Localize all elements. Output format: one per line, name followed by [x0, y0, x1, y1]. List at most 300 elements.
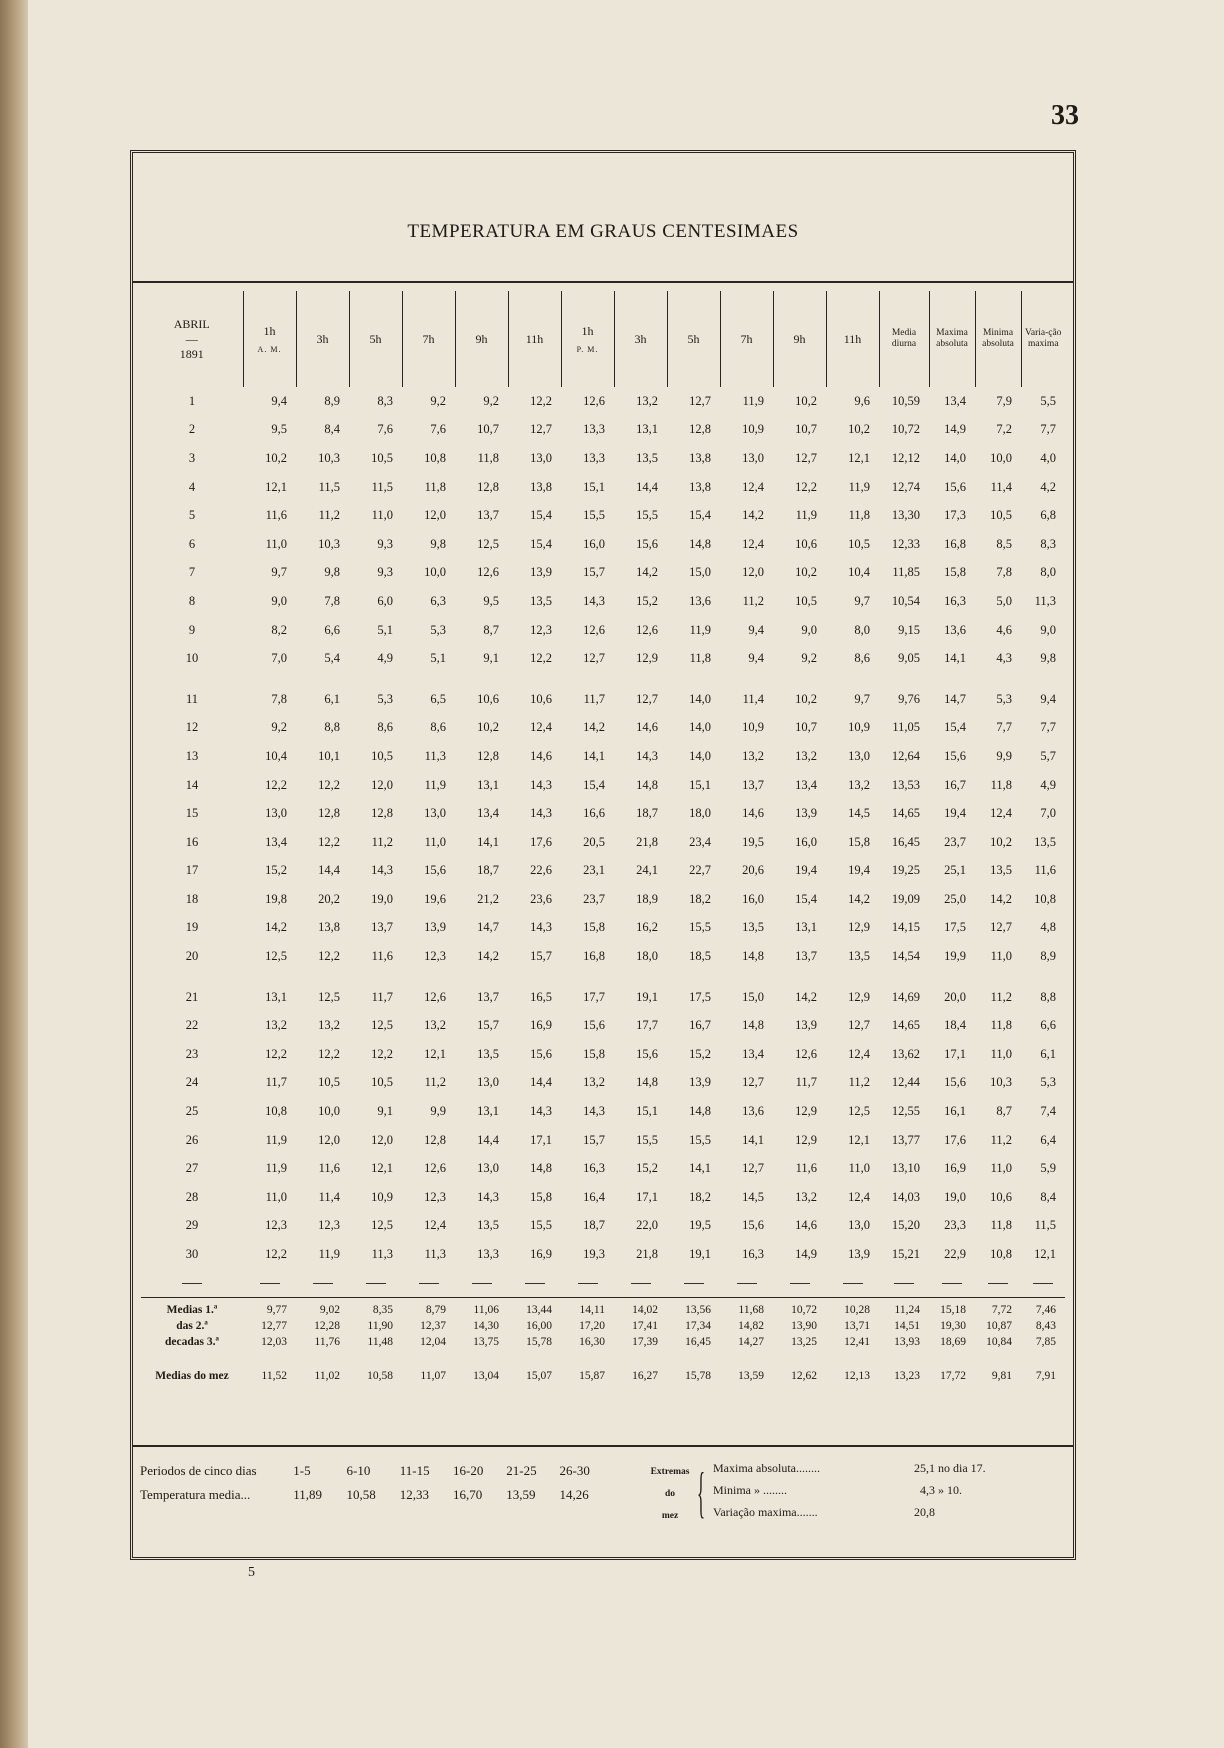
- value-cell: 14,8: [689, 536, 711, 551]
- value-cell: 9,1: [377, 1104, 393, 1119]
- value-cell: 4,3: [996, 651, 1012, 666]
- value-cell: 13,1: [636, 422, 658, 437]
- value-cell: 19,5: [742, 834, 764, 849]
- value-cell: 15,7: [583, 1132, 605, 1147]
- value-cell: 12,4: [742, 536, 764, 551]
- decade-value: 18,69: [940, 1336, 966, 1349]
- value-cell: 7,7: [996, 720, 1012, 735]
- extremes-brace: {: [697, 1462, 706, 1524]
- value-cell: 8,7: [483, 622, 499, 637]
- decade-value: 14,30: [473, 1320, 499, 1333]
- value-cell: 19,4: [795, 863, 817, 878]
- table-row: [141, 771, 1065, 800]
- value-cell: 12,4: [530, 720, 552, 735]
- value-cell: 14,8: [636, 1075, 658, 1090]
- value-cell: 12,5: [318, 989, 340, 1004]
- value-cell: 5,1: [377, 622, 393, 637]
- value-cell: 12,4: [848, 1189, 870, 1204]
- spacer-row: [141, 673, 1065, 685]
- value-cell: 9,2: [271, 720, 287, 735]
- decade-value: 7,85: [1035, 1336, 1056, 1349]
- value-cell: 9,0: [801, 622, 817, 637]
- value-cell: 13,9: [795, 1018, 817, 1033]
- value-cell: 10,9: [371, 1189, 393, 1204]
- value-cell: 20,6: [742, 863, 764, 878]
- value-cell: 13,2: [636, 393, 658, 408]
- value-cell: 12,7: [689, 393, 711, 408]
- decade-value: 12,28: [314, 1320, 340, 1333]
- day-cell: 2: [188, 422, 196, 437]
- value-cell: 13,0: [742, 450, 764, 465]
- value-cell: 11,9: [265, 1132, 287, 1147]
- value-cell: 12,2: [318, 834, 340, 849]
- decade-value: 11,90: [367, 1320, 393, 1333]
- value-cell: 9,2: [483, 393, 499, 408]
- decade-number: 3.ª: [206, 1335, 219, 1348]
- period-temp: 16,70: [453, 1487, 483, 1502]
- extreme-max: [713, 1461, 1013, 1483]
- value-cell: 11,0: [848, 1161, 870, 1176]
- value-cell: 19,1: [636, 989, 658, 1004]
- period-range: 6-10: [346, 1463, 371, 1478]
- dash-cell: [402, 1269, 455, 1298]
- value-cell: 7,8: [271, 691, 287, 706]
- decade-value: 12,77: [261, 1320, 287, 1333]
- value-cell: 13,10: [891, 1161, 920, 1176]
- value-cell: 13,3: [583, 450, 605, 465]
- value-cell: 21,2: [477, 891, 499, 906]
- header-3am: 3h: [296, 291, 349, 387]
- header-month: ABRIL: [173, 316, 210, 331]
- decade-value: 8,79: [425, 1304, 446, 1317]
- value-cell: 14,2: [795, 989, 817, 1004]
- header-5pm: 5h: [667, 291, 720, 387]
- value-cell: 5,3: [1040, 1075, 1056, 1090]
- value-cell: 14,65: [891, 806, 920, 821]
- value-cell: 14,2: [742, 508, 764, 523]
- temperature-mean-row: [140, 1487, 610, 1511]
- value-cell: 13,1: [477, 1104, 499, 1119]
- dash-mark: [942, 1283, 962, 1284]
- month-mean-value: 13,59: [738, 1370, 764, 1383]
- value-cell: 14,4: [477, 1132, 499, 1147]
- value-cell: 15,8: [848, 834, 870, 849]
- value-cell: 5,1: [430, 651, 446, 666]
- value-cell: 12,4: [990, 806, 1012, 821]
- value-cell: 10,2: [795, 393, 817, 408]
- value-cell: 11,4: [742, 691, 764, 706]
- value-cell: 7,4: [1040, 1104, 1056, 1119]
- value-cell: 13,8: [689, 479, 711, 494]
- value-cell: 19,4: [944, 806, 966, 821]
- value-cell: 13,7: [477, 508, 499, 523]
- value-cell: 11,4: [990, 479, 1012, 494]
- value-cell: 14,3: [530, 920, 552, 935]
- value-cell: 11,9: [265, 1161, 287, 1176]
- value-cell: 16,6: [583, 806, 605, 821]
- dash-mark: [843, 1283, 863, 1284]
- value-cell: 15,5: [583, 508, 605, 523]
- value-cell: 6,4: [1040, 1132, 1056, 1147]
- value-cell: 16,3: [583, 1161, 605, 1176]
- month-mean-value: 7,91: [1035, 1370, 1056, 1383]
- table-row: [141, 685, 1065, 714]
- month-mean-value: 17,72: [940, 1370, 966, 1383]
- month-mean-value: 15,07: [526, 1370, 552, 1383]
- value-cell: 12,64: [891, 748, 920, 763]
- decade-label-text: das: [176, 1319, 193, 1332]
- day-cell: 21: [185, 989, 199, 1004]
- value-cell: 15,21: [891, 1247, 920, 1262]
- decade-label-text: Medias: [166, 1303, 203, 1316]
- value-cell: 23,3: [944, 1218, 966, 1233]
- value-cell: 11,05: [892, 720, 920, 735]
- decade-value: 7,72: [991, 1304, 1012, 1317]
- value-cell: 10,6: [530, 691, 552, 706]
- value-cell: 6,1: [324, 691, 340, 706]
- value-cell: 11,0: [990, 1161, 1012, 1176]
- value-cell: 12,7: [583, 651, 605, 666]
- extreme-variation: [713, 1505, 1013, 1527]
- extreme-variation-value: 20,8: [914, 1505, 935, 1519]
- day-cell: 24: [185, 1075, 199, 1090]
- temperature-mean-label: Temperatura media...: [140, 1487, 251, 1502]
- value-cell: 19,5: [689, 1218, 711, 1233]
- value-cell: 15,5: [689, 1132, 711, 1147]
- value-cell: 12,9: [795, 1132, 817, 1147]
- value-cell: 11,5: [1034, 1218, 1056, 1233]
- value-cell: 15,5: [530, 1218, 552, 1233]
- value-cell: 15,6: [742, 1218, 764, 1233]
- value-cell: 12,0: [371, 1132, 393, 1147]
- decade-value: 8,35: [372, 1304, 393, 1317]
- decade-value: 10,87: [986, 1320, 1012, 1333]
- value-cell: 23,6: [530, 891, 552, 906]
- value-cell: 15,6: [944, 748, 966, 763]
- value-cell: 21,8: [636, 1247, 658, 1262]
- value-cell: 12,2: [265, 777, 287, 792]
- decade-value: 14,27: [738, 1336, 764, 1349]
- value-cell: 9,4: [748, 622, 764, 637]
- value-cell: 14,65: [891, 1018, 920, 1033]
- decade-value: 17,20: [579, 1320, 605, 1333]
- value-cell: 9,9: [430, 1104, 446, 1119]
- value-cell: 11,9: [848, 479, 870, 494]
- table-row: [141, 828, 1065, 857]
- value-cell: 8,3: [377, 393, 393, 408]
- value-cell: 12,2: [530, 651, 552, 666]
- value-cell: 9,8: [324, 565, 340, 580]
- value-cell: 4,9: [377, 651, 393, 666]
- value-cell: 5,3: [996, 691, 1012, 706]
- value-cell: 13,2: [583, 1075, 605, 1090]
- decade-value: 13,75: [473, 1336, 499, 1349]
- header-date: [141, 291, 243, 387]
- day-cell: 14: [185, 777, 199, 792]
- five-day-periods: [140, 1463, 610, 1511]
- extreme-min-label: Minima » ........: [713, 1483, 787, 1497]
- value-cell: 12,8: [477, 479, 499, 494]
- value-cell: 14,9: [795, 1247, 817, 1262]
- value-cell: 14,2: [636, 565, 658, 580]
- value-cell: 13,4: [477, 806, 499, 821]
- header-11am: 11h: [508, 291, 561, 387]
- book-spine: [0, 0, 30, 1748]
- value-cell: 13,0: [265, 806, 287, 821]
- decade-value: 11,76: [314, 1336, 340, 1349]
- value-cell: 8,6: [430, 720, 446, 735]
- value-cell: 15,6: [944, 479, 966, 494]
- period-range: 16-20: [453, 1463, 484, 1478]
- header-maxima-absoluta: Maxima absoluta: [929, 291, 975, 387]
- value-cell: 13,7: [742, 777, 764, 792]
- header-1am-label: 1h: [263, 324, 276, 338]
- value-cell: 11,8: [990, 1218, 1012, 1233]
- value-cell: 16,7: [944, 777, 966, 792]
- value-cell: 15,2: [265, 863, 287, 878]
- dash-mark: [472, 1283, 492, 1284]
- value-cell: 8,7: [996, 1104, 1012, 1119]
- value-cell: 15,4: [944, 720, 966, 735]
- value-cell: 12,5: [371, 1218, 393, 1233]
- month-mean-value: 13,04: [473, 1370, 499, 1383]
- value-cell: 12,3: [530, 622, 552, 637]
- value-cell: 11,2: [318, 508, 340, 523]
- decade-value: 17,39: [632, 1336, 658, 1349]
- header-3pm: 3h: [614, 291, 667, 387]
- value-cell: 15,1: [583, 479, 605, 494]
- value-cell: 13,4: [944, 393, 966, 408]
- value-cell: 15,4: [530, 536, 552, 551]
- value-cell: 10,3: [990, 1075, 1012, 1090]
- value-cell: 14,2: [990, 891, 1012, 906]
- value-cell: 10,8: [1034, 891, 1056, 906]
- table-row: [141, 799, 1065, 828]
- value-cell: 12,7: [742, 1161, 764, 1176]
- value-cell: 20,0: [944, 989, 966, 1004]
- dash-cell: [667, 1269, 720, 1298]
- value-cell: 9,4: [748, 651, 764, 666]
- day-cell: 3: [188, 450, 196, 465]
- value-cell: 13,5: [1034, 834, 1056, 849]
- value-cell: 13,6: [689, 593, 711, 608]
- value-cell: 11,2: [742, 593, 764, 608]
- value-cell: 21,8: [636, 834, 658, 849]
- value-cell: 16,9: [530, 1247, 552, 1262]
- value-cell: 11,85: [892, 565, 920, 580]
- value-cell: 14,9: [944, 422, 966, 437]
- value-cell: 11,9: [689, 622, 711, 637]
- value-cell: 15,2: [636, 1161, 658, 1176]
- spacer-row: [141, 971, 1065, 983]
- value-cell: 16,9: [944, 1161, 966, 1176]
- decade-value: 11,06: [473, 1304, 499, 1317]
- value-cell: 13,4: [265, 834, 287, 849]
- value-cell: 18,4: [944, 1018, 966, 1033]
- value-cell: 13,9: [689, 1075, 711, 1090]
- value-cell: 15,7: [477, 1018, 499, 1033]
- dash-mark: [525, 1283, 545, 1284]
- month-mean-value: 15,78: [685, 1370, 711, 1383]
- value-cell: 16,8: [583, 949, 605, 964]
- table-row: [141, 644, 1065, 673]
- value-cell: 6,8: [1040, 508, 1056, 523]
- header-11pm: 11h: [826, 291, 879, 387]
- value-cell: 8,5: [996, 536, 1012, 551]
- decade-value: 15,78: [526, 1336, 552, 1349]
- month-mean-row: [141, 1362, 1065, 1390]
- value-cell: 12,8: [424, 1132, 446, 1147]
- value-cell: 13,5: [636, 450, 658, 465]
- value-cell: 14,3: [636, 748, 658, 763]
- value-cell: 10,0: [424, 565, 446, 580]
- value-cell: 12,7: [636, 691, 658, 706]
- value-cell: 13,8: [318, 920, 340, 935]
- value-cell: 19,4: [848, 863, 870, 878]
- value-cell: 11,0: [990, 949, 1012, 964]
- value-cell: 14,6: [636, 720, 658, 735]
- value-cell: 13,0: [424, 806, 446, 821]
- table-row: [141, 1154, 1065, 1183]
- value-cell: 13,9: [795, 806, 817, 821]
- value-cell: 13,2: [795, 1189, 817, 1204]
- value-cell: 11,2: [424, 1075, 446, 1090]
- value-cell: 9,2: [801, 651, 817, 666]
- value-cell: 15,8: [530, 1189, 552, 1204]
- value-cell: 14,0: [689, 748, 711, 763]
- value-cell: 19,0: [944, 1189, 966, 1204]
- decade-number: 2.ª: [195, 1319, 208, 1332]
- day-cell: 15: [185, 806, 199, 821]
- value-cell: 15,2: [689, 1046, 711, 1061]
- value-cell: 18,7: [477, 863, 499, 878]
- value-cell: 18,9: [636, 891, 658, 906]
- value-cell: 12,3: [424, 1189, 446, 1204]
- value-cell: 9,4: [271, 393, 287, 408]
- month-mean-value: 11,52: [261, 1370, 287, 1383]
- table-row: [141, 559, 1065, 588]
- day-cell: 1: [188, 393, 196, 408]
- value-cell: 6,6: [324, 622, 340, 637]
- extreme-max-value: 25,1: [914, 1461, 935, 1475]
- value-cell: 10,5: [318, 1075, 340, 1090]
- page-number: 33: [1051, 100, 1079, 131]
- value-cell: 13,5: [530, 593, 552, 608]
- value-cell: 11,0: [371, 508, 393, 523]
- table-row: [141, 714, 1065, 743]
- value-cell: 13,9: [530, 565, 552, 580]
- decade-value: 16,00: [526, 1320, 552, 1333]
- value-cell: 11,7: [795, 1075, 817, 1090]
- extreme-min-value: 4,3: [920, 1483, 935, 1497]
- dash-mark: [737, 1283, 757, 1284]
- table-row: [141, 501, 1065, 530]
- value-cell: 14,69: [891, 989, 920, 1004]
- value-cell: 12,1: [1034, 1247, 1056, 1262]
- value-cell: 13,9: [424, 920, 446, 935]
- value-cell: 14,3: [583, 1104, 605, 1119]
- value-cell: 14,6: [742, 806, 764, 821]
- value-cell: 22,9: [944, 1247, 966, 1262]
- value-cell: 12,2: [530, 393, 552, 408]
- extremes-label-line3: mez: [661, 1511, 679, 1521]
- value-cell: 11,2: [371, 834, 393, 849]
- value-cell: 13,3: [477, 1247, 499, 1262]
- value-cell: 13,4: [795, 777, 817, 792]
- dash-cell: [614, 1269, 667, 1298]
- day-cell: 17: [185, 863, 199, 878]
- value-cell: 9,7: [854, 691, 870, 706]
- value-cell: 9,0: [271, 593, 287, 608]
- dash-cell: [879, 1269, 929, 1298]
- value-cell: 12,6: [583, 393, 605, 408]
- value-cell: 7,7: [1040, 422, 1056, 437]
- extreme-max-label: Maxima absoluta........: [713, 1461, 820, 1475]
- value-cell: 19,3: [583, 1247, 605, 1262]
- period-temp: 11,89: [293, 1487, 323, 1502]
- header-variacao-maxima: Varia-ção maxima: [1021, 291, 1065, 387]
- dash-cell: [243, 1269, 296, 1298]
- value-cell: 15,4: [689, 508, 711, 523]
- value-cell: 11,8: [424, 479, 446, 494]
- value-cell: 12,9: [848, 989, 870, 1004]
- value-cell: 14,54: [891, 949, 920, 964]
- value-cell: 11,2: [990, 989, 1012, 1004]
- value-cell: 13,4: [742, 1046, 764, 1061]
- value-cell: 19,0: [371, 891, 393, 906]
- extremes-items: [713, 1461, 1013, 1527]
- decade-mean-row: [141, 1318, 1065, 1334]
- value-cell: 10,0: [990, 450, 1012, 465]
- value-cell: 16,2: [636, 920, 658, 935]
- temperature-table: [141, 291, 1065, 1390]
- value-cell: 12,5: [477, 536, 499, 551]
- value-cell: 13,0: [477, 1075, 499, 1090]
- periods-label: Periodos de cinco dias: [140, 1463, 257, 1478]
- value-cell: 5,9: [1040, 1161, 1056, 1176]
- value-cell: 15,6: [944, 1075, 966, 1090]
- value-cell: 11,7: [583, 691, 605, 706]
- decade-value: 11,24: [894, 1304, 920, 1317]
- table-row: [141, 885, 1065, 914]
- value-cell: 16,4: [583, 1189, 605, 1204]
- value-cell: 12,3: [424, 949, 446, 964]
- day-cell: 23: [185, 1046, 199, 1061]
- value-cell: 6,3: [430, 593, 446, 608]
- value-cell: 11,3: [1034, 593, 1056, 608]
- header-media-diurna: Media diurna: [879, 291, 929, 387]
- dash-cell: [720, 1269, 773, 1298]
- day-cell: 30: [185, 1247, 199, 1262]
- value-cell: 19,6: [424, 891, 446, 906]
- value-cell: 13,2: [318, 1018, 340, 1033]
- value-cell: 12,2: [318, 777, 340, 792]
- day-cell: 29: [185, 1218, 199, 1233]
- value-cell: 11,8: [990, 1018, 1012, 1033]
- dash-mark: [790, 1283, 810, 1284]
- value-cell: 9,7: [854, 593, 870, 608]
- value-cell: 14,8: [742, 1018, 764, 1033]
- value-cell: 8,2: [271, 622, 287, 637]
- value-cell: 12,0: [742, 565, 764, 580]
- value-cell: 14,03: [891, 1189, 920, 1204]
- value-cell: 13,0: [848, 1218, 870, 1233]
- value-cell: 9,1: [483, 651, 499, 666]
- value-cell: 7,0: [271, 651, 287, 666]
- value-cell: 14,8: [689, 1104, 711, 1119]
- day-cell: 9: [188, 622, 196, 637]
- value-cell: 13,8: [689, 450, 711, 465]
